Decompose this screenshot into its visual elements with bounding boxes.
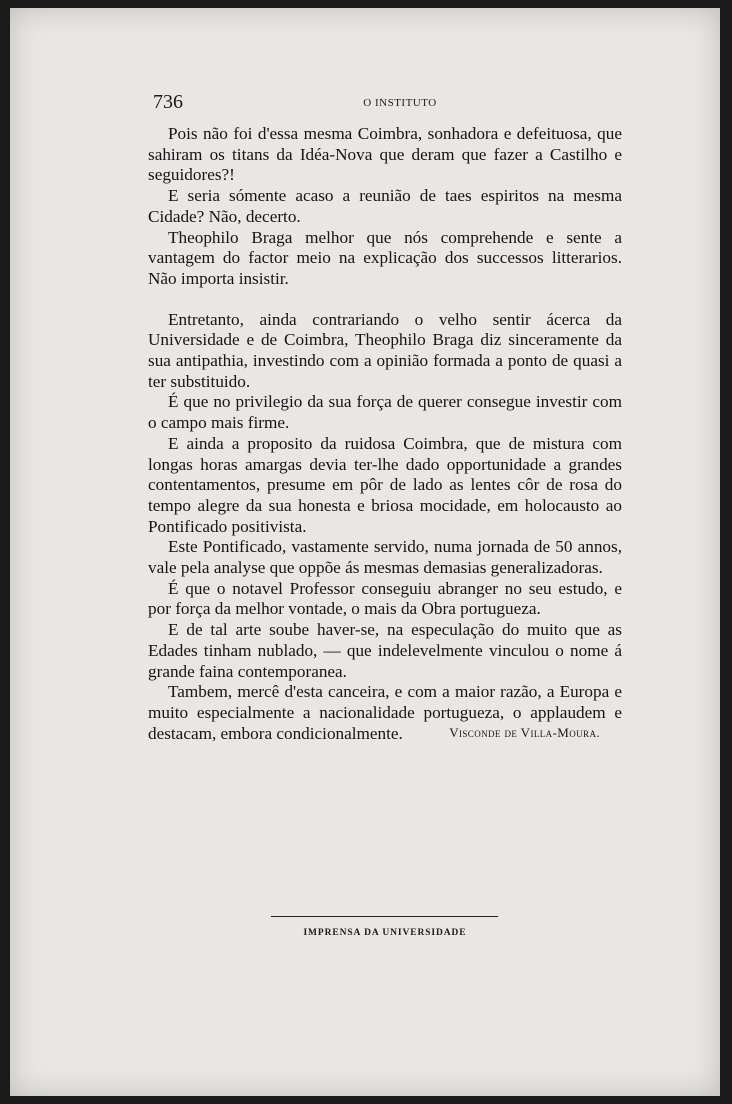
paragraph: Este Pontificado, vastamente servido, numa jornada de 50 annos, vale pela analyse que oppõe ás mesmas demasias generalizadoras. <box>148 537 622 578</box>
paragraph: Tambem, mercê d'esta canceira, e com a maior razão, a Europa e muito especialmente a nacionalidade portugueza, o applaudem e destacam, embora condicionalmente. <box>148 682 622 743</box>
paragraph: E seria sómente acaso a reunião de taes espiritos na mesma Cidade? Não, decerto. <box>148 186 622 226</box>
paragraph: Theophilo Braga melhor que nós comprehende e sente a vantagem do factor meio na explicação dos successos litterarios. Não importa insistir. <box>148 227 622 288</box>
footer-rule <box>271 916 498 917</box>
printer-imprint: IMPRENSA DA UNIVERSIDADE <box>303 928 467 938</box>
paragraph: É que no privilegio da sua força de querer consegue investir com o campo mais firme. <box>148 392 622 433</box>
paragraph: Entretanto, ainda contrariando o velho sentir ácerca da Universidade e de Coimbra, Theophilo Braga diz sinceramente da sua antipathia, investindo com a opinião formada a ponto de quasi a ter substituido. <box>148 309 622 391</box>
paragraph: Pois não foi d'essa mesma Coimbra, sonhadora e defeituosa, que sahiram os titans da Idéa-Nova que deram que fazer a Castilho e seguidores?! <box>148 124 622 185</box>
paragraph: E ainda a proposito da ruidosa Coimbra, que de mistura com longas horas amargas devia ter-lhe dado opportunidade a grandes contentamentos, presume em pôr de lado as lentes côr de rosa do tempo alegre da sua honesta e briosa mocidade, em holocausto ao Pontificado positivista. <box>148 433 622 536</box>
author-signature: Visconde de Villa-Moura. <box>449 725 600 740</box>
page-number: 736 <box>153 91 183 113</box>
paragraph: E de tal arte soube haver-se, na especulação do muito que as Edades tinham nublado, — que indelevelmente vinculou o nome á grande faina contemporanea. <box>148 620 622 681</box>
body-text <box>148 124 622 744</box>
paragraph: É que o notavel Professor conseguiu abranger no seu estudo, e por força da melhor vontade, o mais da Obra portugueza. <box>148 578 622 619</box>
running-title: O INSTITUTO <box>363 97 437 109</box>
